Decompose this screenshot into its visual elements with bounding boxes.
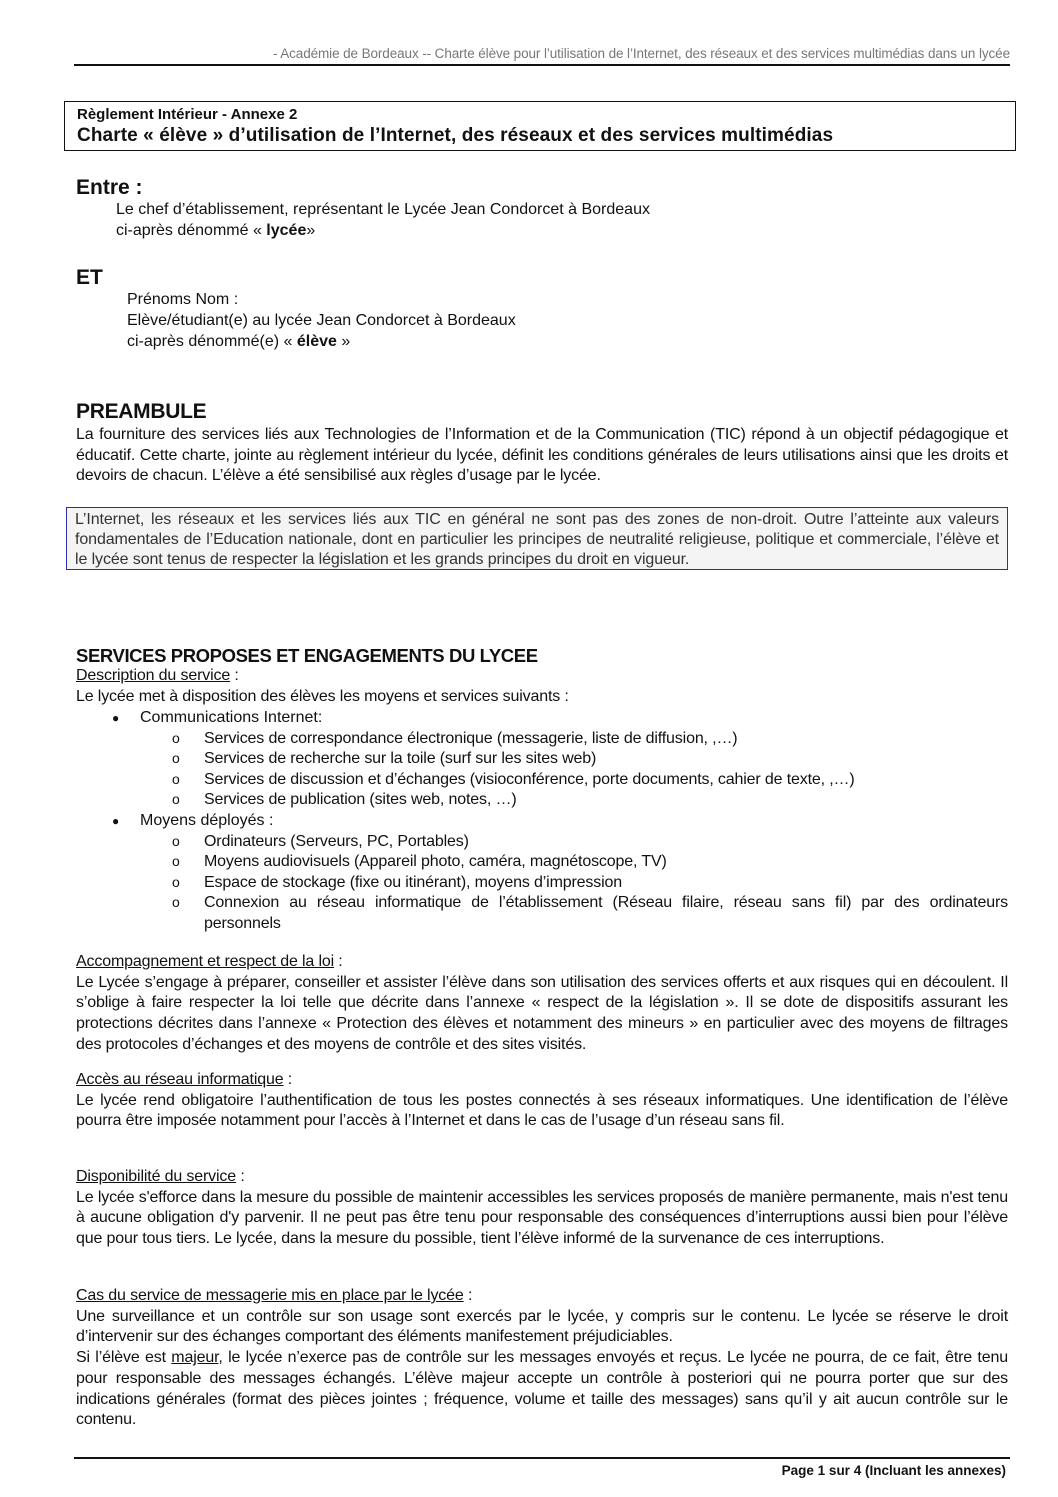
preambule-heading: PREAMBULE (76, 400, 207, 423)
list-item (76, 790, 1008, 811)
list-item-moyens (76, 811, 1008, 832)
running-header: - Académie de Bordeaux -- Charte élève pour l’utilisation de l’Internet, des réseaux et des services multimédias dans un lycée (272, 46, 1010, 61)
sub-bullet-icon: o (172, 750, 180, 767)
messagerie-section (76, 1286, 1008, 1431)
accompagnement-label: Accompagnement et respect de la loi (76, 953, 335, 970)
disponibilite-section (76, 1167, 1008, 1250)
sub-bullet-icon: o (172, 729, 180, 746)
list-item (76, 729, 1008, 750)
description-section (76, 666, 1008, 707)
list-item-text: Ordinateurs (Serveurs, PC, Portables) (204, 832, 469, 850)
messagerie-text-2-prefix: Si l’élève est (76, 1349, 172, 1367)
messagerie-text-1: Une surveillance et un contrôle sur son usage sont exercés par le lycée, y compris sur le contenu. Le lycée se réserve le droit d’intervenir sur des échanges comportant des éléments manifestement préjudiciables. (76, 1307, 1008, 1346)
list-item-text: Services de discussion et d’échanges (visioconférence, porte documents, cahier de texte, ,…) (204, 770, 855, 788)
acces-colon: : (283, 1071, 293, 1088)
sub-bullet-icon: o (172, 832, 180, 849)
title-box (64, 101, 1016, 151)
entre-line-2 (116, 221, 315, 242)
list-item (76, 873, 1008, 894)
majeur-emphasis: majeur (171, 1349, 219, 1367)
et-line-1: Prénoms Nom : (127, 291, 239, 308)
accompagnement-section (76, 952, 1008, 1056)
description-intro: Le lycée met à disposition des élèves les moyens et services suivants : (76, 687, 569, 705)
et-designation-eleve: élève (296, 333, 337, 350)
messagerie-text-2 (76, 1348, 1008, 1431)
list-item-text: Services de recherche sur la toile (surf sur les sites web) (204, 750, 597, 768)
list-item (76, 770, 1008, 791)
description-label-line (76, 666, 1008, 687)
description-label: Description du service (76, 667, 231, 684)
sub-bullet-icon: o (172, 853, 180, 870)
preambule-paragraph: La fourniture des services liés aux Technologies de l’Information et de la Communication (TIC) répond à un objectif pédagogique et éducatif. Cette charte, jointe au règlement intérieur du lycée, définit les conditions générales de leurs utilisations ainsi que les droits et devoirs de chacun. L’élève a été sensibilisé aux règles d’usage par le lycée. (76, 426, 1008, 485)
accompagnement-label-line (76, 952, 1008, 973)
legal-note-box: L’Internet, les réseaux et les services liés aux TIC en général ne sont pas des zones de non-droit. Outre l’atteinte aux valeurs fondamentales de l’Education nationale, dont en particulier les principes de neutralité religieuse, politique et commerciale, l’élève et le lycée sont tenus de respecter la législation et les grands principes du droit en vigueur. (66, 507, 1008, 570)
services-list (76, 708, 1008, 935)
et-line-2: Elève/étudiant(e) au lycée Jean Condorcet à Bordeaux (127, 312, 516, 329)
messagerie-label-line (76, 1286, 1008, 1307)
document-title: Charte « élève » d’utilisation de l’Internet, des réseaux et des services multimédias (77, 125, 834, 146)
acces-section (76, 1070, 1008, 1132)
acces-label-line (76, 1070, 1008, 1091)
disponibilite-label: Disponibilité du service (76, 1168, 237, 1185)
sub-bullet-icon: o (172, 791, 180, 808)
messagerie-text-2-suffix: , le lycée n’exerce pas de contrôle sur les messages envoyés et reçus. Le lycée ne pourra, de ce fait, être tenu pour responsable des messages échangés. L’élève majeur accepte un contrôle à posteriori qui ne pourra porter que sur des indications générales (format des pièces jointes ; fréquence, volume et taille des messages) sans qu’il y ait aucun contrôle sur le contenu. (76, 1349, 1008, 1429)
entre-heading: Entre : (76, 176, 143, 199)
entre-line-2-prefix: ci-après dénommé « (116, 222, 267, 239)
acces-label: Accès au réseau informatique (76, 1071, 284, 1088)
sub-bullet-icon: o (172, 894, 180, 911)
header-divider (74, 64, 1010, 66)
et-heading: ET (76, 266, 103, 289)
list-item (76, 852, 1008, 873)
bullet-icon: ● (112, 813, 120, 828)
list-item-text: Services de publication (sites web, notes, …) (204, 791, 517, 809)
list-item (76, 893, 1008, 934)
footer-divider (74, 1457, 1010, 1459)
et-line-3-suffix: » (336, 333, 351, 350)
sub-bullet-icon: o (172, 770, 180, 787)
bullet-icon: ● (112, 711, 120, 725)
list-item (76, 749, 1008, 770)
accompagnement-colon: : (334, 953, 343, 970)
list-item-communications (76, 708, 1008, 729)
list-item (76, 832, 1008, 853)
disponibilite-label-line (76, 1167, 1008, 1188)
acces-text: Le lycée rend obligatoire l’authentification de tous les postes connectés à ses réseaux informatiques. Une identification de l’élève pourra être imposée notamment pour l’accès à l’Internet et dans le cas de l’usage d’un réseau sans fil. (76, 1091, 1008, 1130)
et-line-3-prefix: ci-après dénommé(e) « (127, 333, 297, 350)
services-heading: SERVICES PROPOSES ET ENGAGEMENTS DU LYCEE (76, 645, 538, 666)
description-colon: : (230, 667, 239, 684)
preambule-text (76, 425, 1008, 487)
disponibilite-text: Le lycée s'efforce dans la mesure du possible de maintenir accessibles les services proposés de manière permanente, mais n'est tenu à aucune obligation d'y parvenir. Il ne peut pas être tenu pour responsable des conséquences d’interruptions aussi bien pour l’élève que pour tous tiers. Le lycée, dans la mesure du possible, tient l’élève informé de la survenance de ces interruptions. (76, 1188, 1008, 1248)
list-item-text: Espace de stockage (fixe ou itinérant), moyens d’impression (204, 873, 623, 891)
accompagnement-text: Le Lycée s’engage à préparer, conseiller et assister l’élève dans son utilisation des services offerts et aux risques qui en découlent. Il s’oblige à faire respecter la loi telle que décrite dans l’annexe « respect de la législation ». Il se dote de dispositifs assurant les protections décrites dans l’annexe « Protection des élèves et notamment des mineurs » en particulier avec des moyens de filtrages des protocoles d’échanges et des moyens de contrôle et des sites visités. (76, 973, 1008, 1053)
list-item-text: Connexion au réseau informatique de l’établissement (Réseau filaire, réseau sans fil) par des ordinateurs personnels (204, 894, 1008, 932)
entre-designation-lycee: lycée (266, 222, 307, 239)
et-line-3 (127, 332, 350, 353)
document-subtitle: Règlement Intérieur - Annexe 2 (77, 106, 298, 123)
entre-line-1: Le chef d’établissement, représentant le Lycée Jean Condorcet à Bordeaux (116, 201, 650, 218)
messagerie-label: Cas du service de messagerie mis en place par le lycée (76, 1287, 464, 1304)
group-label: Moyens déployés : (140, 811, 274, 829)
messagerie-colon: : (463, 1287, 473, 1304)
disponibilite-colon: : (236, 1168, 245, 1185)
group-label: Communications Internet: (140, 709, 323, 726)
page-number: Page 1 sur 4 (Incluant les annexes) (781, 1463, 1006, 1478)
entre-line-2-suffix: » (306, 222, 316, 239)
list-item-text: Services de correspondance électronique (messagerie, liste de diffusion, ,…) (204, 729, 738, 747)
list-item-text: Moyens audiovisuels (Appareil photo, caméra, magnétoscope, TV) (204, 853, 667, 871)
sub-bullet-icon: o (172, 873, 180, 890)
